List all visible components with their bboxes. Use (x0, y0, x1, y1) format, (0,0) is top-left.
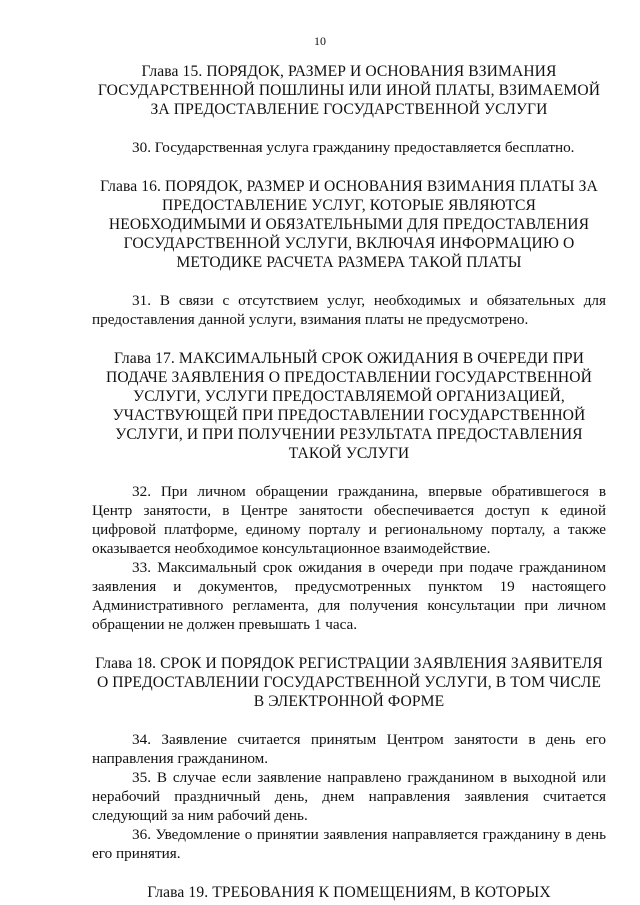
paragraph-34: 34. Заявление считается принятым Центром занятости в день его направления гражданином. (92, 731, 606, 767)
paragraph-31: 31. В связи с отсутствием услуг, необходимых и обязательных для предоставления данной услуги, взимания платы не предусмотрено. (92, 292, 606, 328)
paragraph-30: 30. Государственная услуга гражданину предоставляется бесплатно. (132, 139, 575, 156)
spacer (92, 272, 606, 291)
page-number: 10 (314, 34, 326, 48)
chapter-15-heading: Глава 15. ПОРЯДОК, РАЗМЕР И ОСНОВАНИЯ ВЗИМАНИЯ ГОСУДАРСТВЕННОЙ ПОШЛИНЫ ИЛИ ИНОЙ ПЛАТЫ, ВЗИМАЕМОЙ ЗА ПРЕДОСТАВЛЕНИЕ ГОСУДАРСТВЕННОЙ УСЛУГИ (97, 63, 601, 118)
spacer (92, 329, 606, 349)
document-body (92, 62, 606, 902)
chapter-19-heading: Глава 19. ТРЕБОВАНИЯ К ПОМЕЩЕНИЯМ, В КОТОРЫХ (147, 884, 551, 901)
chapter-17-heading: Глава 17. МАКСИМАЛЬНЫЙ СРОК ОЖИДАНИЯ В ОЧЕРЕДИ ПРИ ПОДАЧЕ ЗАЯВЛЕНИЯ О ПРЕДОСТАВЛЕНИИ ГОСУДАРСТВЕННОЙ УСЛУГИ, УСЛУГИ ПРЕДОСТАВЛЯЕМОЙ ОРГАНИЗАЦИЕЙ, УЧАСТВУЮЩЕЙ ПРИ ПРЕДОСТАВЛЕНИИ ГОСУДАРСТВЕННОЙ УСЛУГИ, И ПРИ ПОЛУЧЕНИИ РЕЗУЛЬТАТА ПРЕДОСТАВЛЕНИЯ ТАКОЙ УСЛУГИ (105, 350, 593, 462)
paragraph-33: 33. Максимальный срок ожидания в очереди при подаче гражданином заявления и документов, предусмотренных пунктом 19 настоящего Административного регламента, для получения консультации при личном обращении не должен превышать 1 часа. (92, 559, 606, 633)
paragraph-36: 36. Уведомление о принятии заявления направляется гражданину в день его принятия. (92, 826, 606, 862)
paragraph-35: 35. В случае если заявление направлено гражданином в выходной или нерабочий праздничный день, днем направления заявления считается следующий за ним рабочий день. (92, 769, 606, 824)
spacer (92, 711, 606, 730)
spacer (92, 634, 606, 654)
spacer (92, 157, 606, 177)
spacer (92, 863, 606, 883)
chapter-18-heading: Глава 18. СРОК И ПОРЯДОК РЕГИСТРАЦИИ ЗАЯВЛЕНИЯ ЗАЯВИТЕЛЯ О ПРЕДОСТАВЛЕНИИ ГОСУДАРСТВЕННОЙ УСЛУГИ, В ТОМ ЧИСЛЕ В ЭЛЕКТРОННОЙ ФОРМЕ (95, 655, 603, 710)
paragraph-32: 32. При личном обращении гражданина, впервые обратившегося в Центр занятости, в Центре занятости обеспечивается доступ к единой цифровой платформе, единому порталу и региональному порталу, а также оказывается необходимое консультационное взаимодействие. (92, 483, 606, 557)
spacer (92, 463, 606, 482)
chapter-16-heading: Глава 16. ПОРЯДОК, РАЗМЕР И ОСНОВАНИЯ ВЗИМАНИЯ ПЛАТЫ ЗА ПРЕДОСТАВЛЕНИЕ УСЛУГ, КОТОРЫЕ ЯВЛЯЮТСЯ НЕОБХОДИМЫМИ И ОБЯЗАТЕЛЬНЫМИ ДЛЯ ПРЕДОСТАВЛЕНИЯ ГОСУДАРСТВЕННОЙ УСЛУГИ, ВКЛЮЧАЯ ИНФОРМАЦИЮ О МЕТОДИКЕ РАСЧЕТА РАЗМЕРА ТАКОЙ ПЛАТЫ (100, 178, 598, 271)
spacer (92, 119, 606, 138)
